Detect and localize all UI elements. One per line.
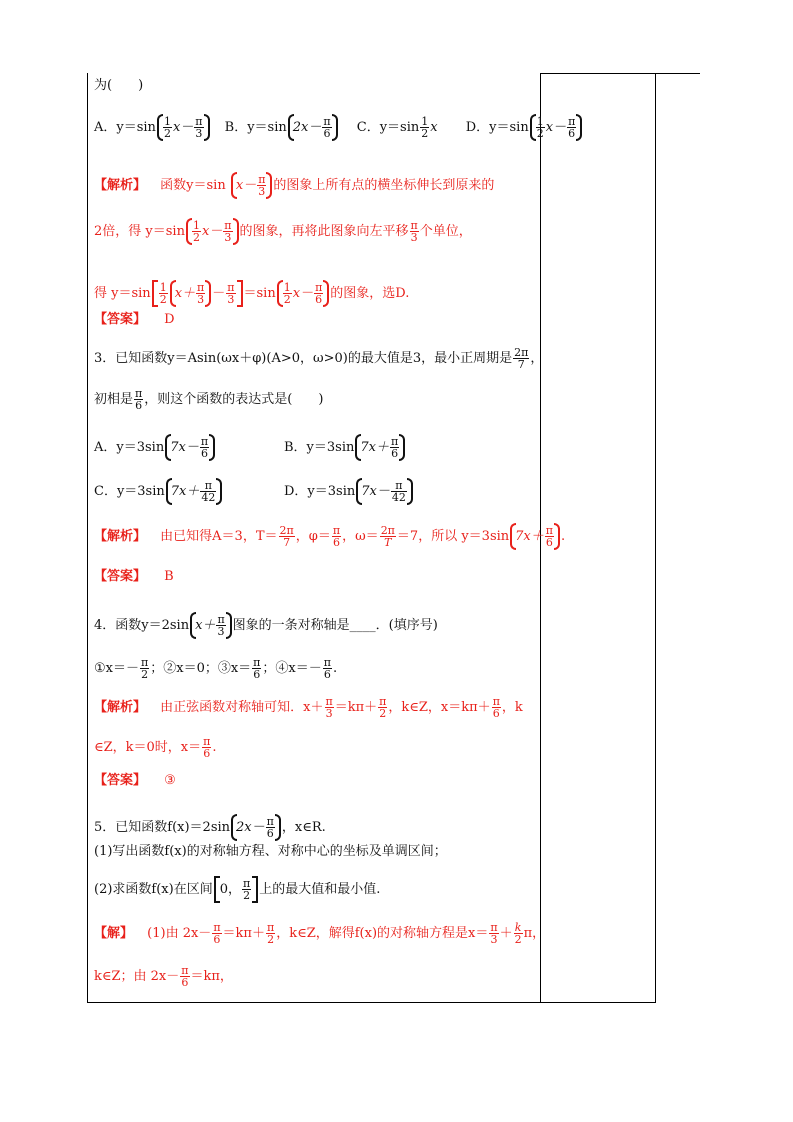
q3-stem-line1: 3．已知函数y＝Asin(ωx＋φ)(A>0，ω>0)的最大值是3，最小正周期是 $\frac{2\pi}{7}$ ，: [94, 346, 544, 371]
q4-stem: 4．函数y＝2sin x＋ $\frac{\pi}{3}$ 图象的一条对称轴是____．(填序号): [94, 613, 438, 638]
paren: $\frac{1}{2}$ x－ $\frac{\pi}{6}$: [530, 116, 583, 139]
q3-stem-line2: 初相是 $\frac{\pi}{6}$ ，则这个函数的表达式是( ): [94, 387, 324, 412]
q3-answer: [94, 569, 174, 585]
q3-option-d: D．y＝3sin: [284, 484, 356, 499]
q5-stem: 5．已知函数f(x)＝2sin 2x－ $\frac{\pi}{6}$ ，x∈R.: [94, 815, 326, 840]
analysis-tag: 【解析】: [94, 529, 147, 544]
table-right-border: [655, 73, 656, 1003]
bracket: $\frac{1}{2}$ x＋ $\frac{\pi}{3}$ － $\frac{\pi}{3}$: [152, 282, 243, 305]
q2-analysis-line2: 2倍，得 y＝sin $\frac{1}{2}$ x－ $\frac{\pi}{3}$ 的图象，再将此图象向左平移 $\frac{\pi}{3}$ 个单位，: [94, 219, 472, 244]
q3-option-c: C．y＝3sin: [94, 484, 165, 499]
q4-analysis-line2: ∈Z，k＝0时，x＝ $\frac{\pi}{6}$ .: [94, 735, 217, 760]
q2-stem-tail: [94, 78, 143, 94]
table-bottom-rule: [87, 1002, 656, 1003]
q2-option-a: A．y＝sin: [94, 120, 156, 135]
q2-analysis-line1: 【解析】 函数y＝sin x－ $\frac{\pi}{3}$ 的图象上所有点的横坐标伸长到原来的: [94, 173, 495, 198]
paren: 2x－ $\frac{\pi}{6}$: [231, 816, 281, 839]
q2-answer: [94, 312, 175, 328]
solution-tag: 【解】: [94, 926, 134, 941]
answer-value: D: [164, 312, 175, 327]
paren: 2x－ $\frac{\pi}{6}$: [288, 116, 338, 139]
q3-options-row2: [94, 480, 223, 503]
paren: 7x＋ $\frac{\pi}{6}$: [510, 525, 560, 548]
q2-options: A．y＝sin $\frac{1}{2}$ x－ $\frac{\pi}{3}$ B．y＝sin 2x－ $\frac{\pi}{6}$ C．y＝sin $\frac{1}{2}$ x D．y＝sin $\frac{1}{2}$ x－ $\frac{\pi}{6}$: [94, 116, 583, 139]
bracket: 0， $\frac{\pi}{2}$: [214, 878, 259, 901]
q3-options-row2b: [284, 480, 414, 503]
q3-options-row1: [94, 436, 216, 459]
analysis-tag: 【解析】: [94, 700, 147, 715]
q2-option-c: C．y＝sin: [356, 120, 420, 135]
answer-tag: 【答案】: [94, 312, 147, 327]
q4-options: ①x＝－ $\frac{\pi}{2}$ ；②x＝0；③x＝ $\frac{\pi}{6}$ ；④x＝－ $\frac{\pi}{6}$ .: [94, 656, 338, 681]
paren: $\frac{1}{2}$ x－ $\frac{\pi}{3}$: [157, 116, 210, 139]
table-top-rule: [540, 73, 700, 74]
paren: $\frac{1}{2}$ x－ $\frac{\pi}{3}$: [186, 220, 239, 243]
analysis-tag: 【解析】: [94, 178, 147, 193]
paren: x＋ $\frac{\pi}{3}$: [190, 614, 232, 637]
paren: 7x－ $\frac{\pi}{42}$: [356, 480, 413, 503]
q5-part2: (2)求函数f(x)在区间 0， $\frac{\pi}{2}$ 上的最大值和最小值.: [94, 877, 381, 902]
answer-tag: 【答案】: [94, 569, 147, 584]
paren: 7x－ $\frac{\pi}{6}$: [165, 436, 215, 459]
table-left-border: [87, 73, 88, 1003]
answer-tag: 【答案】: [94, 773, 147, 788]
paren: $\frac{1}{2}$ x－ $\frac{\pi}{6}$: [277, 282, 330, 305]
q2-analysis-line3: 得 y＝sin $\frac{1}{2}$ x＋ $\frac{\pi}{3}$ － $\frac{\pi}{3}$ ＝sin $\frac{1}{2}$ x－ $\frac{\pi}{6}$ 的图象，选D.: [94, 281, 410, 306]
q5-part1: (1)写出函数f(x)的对称轴方程、对称中心的坐标及单调区间；: [94, 844, 447, 859]
paren: 7x＋ $\frac{\pi}{6}$: [355, 436, 405, 459]
paren: x－ $\frac{\pi}{3}$: [231, 174, 273, 197]
q2-option-b: B．y＝sin: [224, 120, 287, 135]
paren: 7x＋ $\frac{\pi}{42}$: [166, 480, 223, 503]
q4-answer: [94, 773, 176, 789]
q4-analysis-line1: 【解析】 由正弦函数对称轴可知．x＋ $\frac{\pi}{3}$ ＝kπ＋ $\frac{\pi}{2}$ ，k∈Z，x＝kπ＋ $\frac{\pi}{6}$ ，k: [94, 695, 523, 720]
q3-analysis: 【解析】 由已知得A＝3，T＝ $\frac{2\pi}{7}$ ，φ＝ $\frac{\pi}{6}$ ，ω＝ $\frac{2\pi}{T}$ ＝7，所以 y＝3sin 7x＋ $\frac{\pi}{6}$ .: [94, 524, 566, 549]
q2-option-d: D．y＝sin: [465, 120, 529, 135]
answer-value: ③: [164, 773, 176, 788]
q5-solution-line1: 【解】 (1)由 2x－ $\frac{\pi}{6}$ ＝kπ＋ $\frac{\pi}{2}$ ，k∈Z，解得f(x)的对称轴方程是x＝ $\frac{\pi}{3}$ ＋ $\frac{k}{2}$ π，: [94, 921, 546, 946]
q3-options-row1b: [284, 436, 406, 459]
q3-option-b: B．y＝3sin: [284, 440, 355, 455]
q3-option-a: A．y＝3sin: [94, 440, 165, 455]
answer-value: B: [164, 569, 174, 584]
q2-stem-text: 为( ): [94, 78, 144, 93]
q5-solution-line2: k∈Z；由 2x－ $\frac{\pi}{6}$ ＝kπ，: [94, 964, 233, 989]
